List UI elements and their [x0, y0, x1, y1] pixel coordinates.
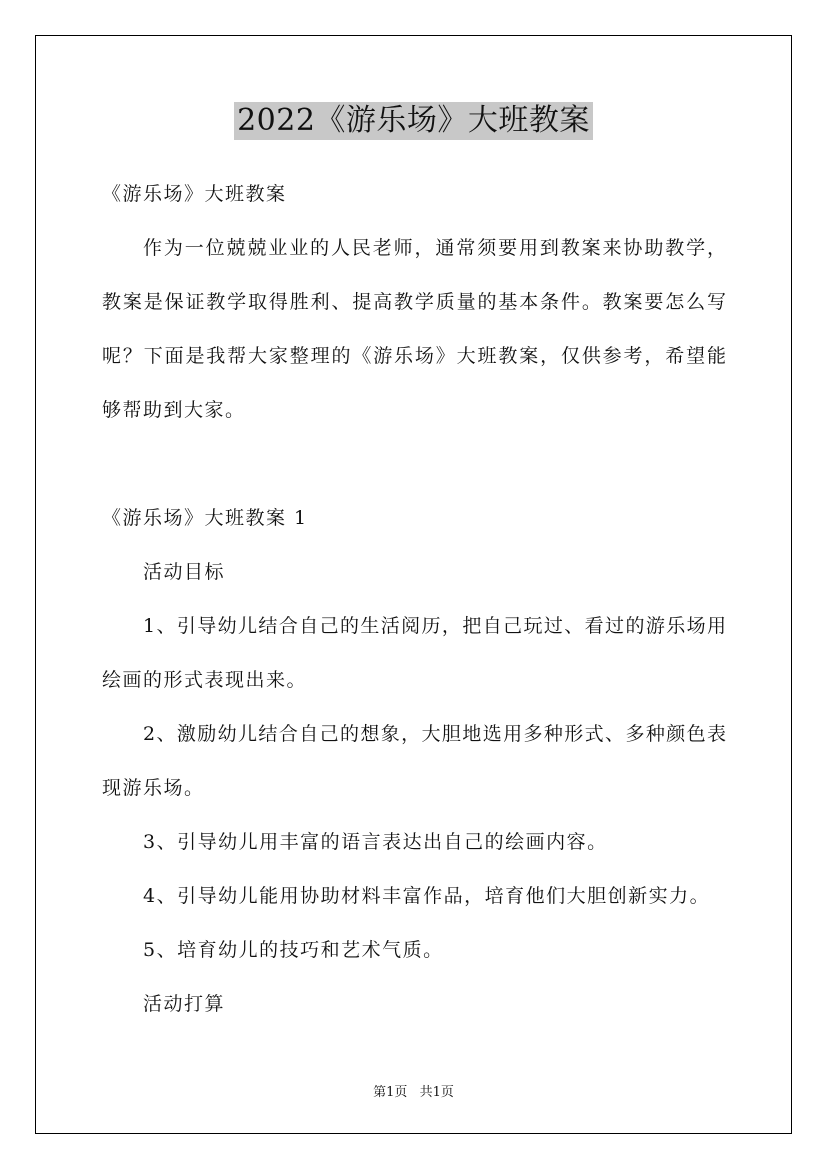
goal-line: 绘画的形式表现出来。: [102, 669, 308, 691]
goal-line: 1、引导幼儿结合自己的生活阅历，把自己玩过、看过的游乐场用: [143, 615, 726, 637]
section-heading: 《游乐场》大班教案 1: [102, 507, 308, 529]
page-number: 第1页: [373, 1085, 408, 1100]
goal-line: 5、培育幼儿的技巧和艺术气质。: [143, 939, 444, 961]
goal-line: 4、引导幼儿能用协助材料丰富作品，培育他们大胆创新实力。: [143, 885, 711, 907]
intro-line: 教案是保证教学取得胜利、提高教学质量的基本条件。教案要怎么写: [102, 291, 726, 313]
intro-line: 够帮助到大家。: [102, 399, 246, 421]
prep-heading: 活动打算: [143, 993, 226, 1015]
goal-line: 现游乐场。: [102, 777, 205, 799]
goals-heading: 活动目标: [143, 561, 226, 583]
page-total: 共1页: [419, 1085, 454, 1100]
subtitle: 《游乐场》大班教案: [102, 183, 287, 205]
title-container: [0, 102, 827, 140]
intro-line: 呢？下面是我帮大家整理的《游乐场》大班教案，仅供参考，希望能: [102, 345, 726, 367]
page-footer: [0, 1085, 827, 1101]
goal-line: 3、引导幼儿用丰富的语言表达出自己的绘画内容。: [143, 831, 608, 853]
goal-line: 2、激励幼儿结合自己的想象，大胆地选用多种形式、多种颜色表: [143, 723, 726, 745]
intro-line: 作为一位兢兢业业的人民老师，通常须要用到教案来协助教学，: [143, 237, 726, 259]
document-title: 2022《游乐场》大班教案: [234, 102, 593, 140]
